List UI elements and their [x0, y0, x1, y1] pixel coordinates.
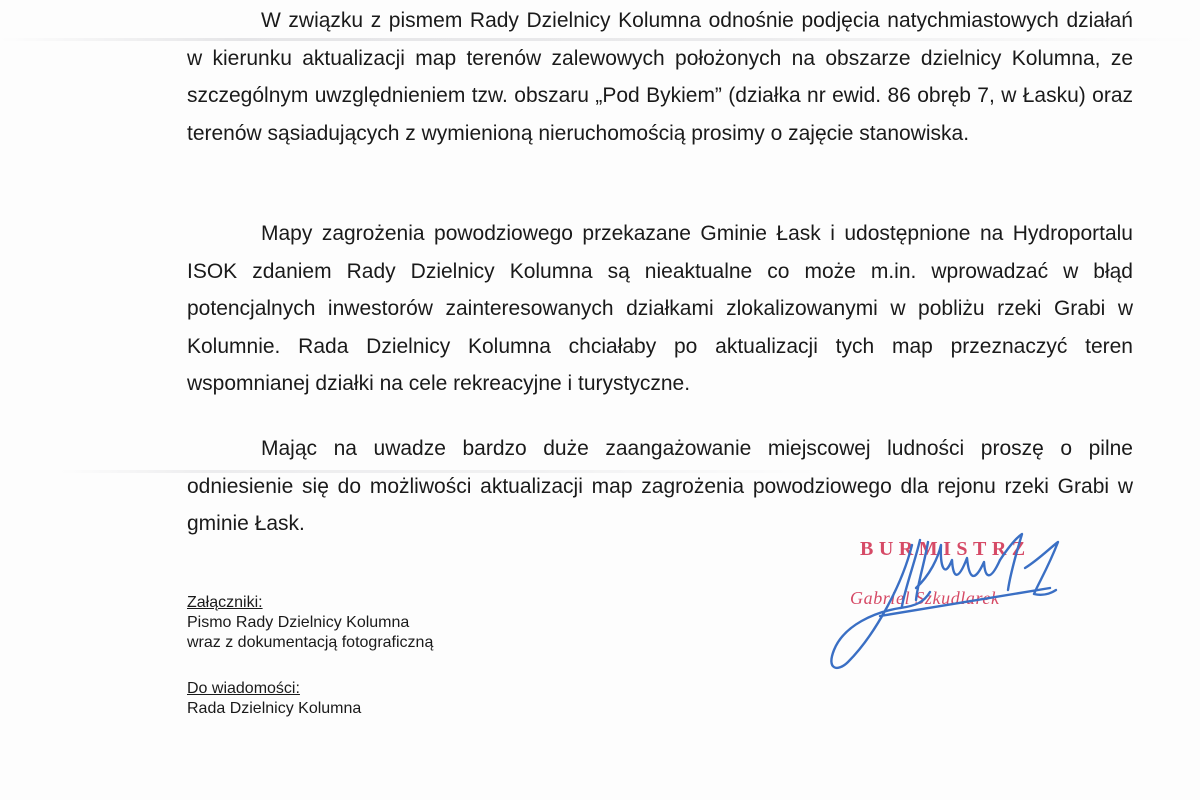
paragraph-2-text: Mapy zagrożenia powodziowego przekazane Gminie Łask i udostępnione na Hydroportalu ISOK zdaniem Rady Dzielnicy Kolumna są nieaktualne co może m.in. wprowadzać w błąd potencjalnych inwestorów zainteresowanych działkami zlokalizowanymi w pobliżu rzeki Grabi w Kolumnie. Rada Dzielnicy Kolumna chciałaby po aktualizacji tych map przeznaczyć teren wspomnianej działki na cele rekreacyjne i turystyczne. [187, 222, 1133, 396]
paragraph-1 [187, 2, 1133, 152]
paragraph-3-text: Mając na uwadze bardzo duże zaangażowanie miejscowej ludności proszę o pilne odniesienie się do możliwości aktualizacji map zagrożenia powodziowego dla rejonu rzeki Grabi w gminie Łask. [187, 437, 1133, 536]
attachments-line: wraz z dokumentacją fotograficzną [187, 634, 434, 651]
paragraph-1-text: W związku z pismem Rady Dzielnicy Kolumna odnośnie podjęcia natychmiastowych działań w kierunku aktualizacji map terenów zalewowych położonych na obszarze dzielnicy Kolumna, ze szczególnym uwzględnieniem tzw. obszaru „Pod Bykiem” (działka nr ewid. 86 obręb 7, w Łasku) oraz terenów sąsiadujących z wymienioną nieruchomością prosimy o zajęcie stanowiska. [187, 9, 1133, 145]
attachments-heading: Załączniki: [187, 594, 263, 611]
cc-section [187, 679, 361, 719]
signature-stamp [820, 520, 1070, 680]
cc-heading: Do wiadomości: [187, 680, 300, 697]
attachments-section [187, 593, 433, 653]
stamp-title: BURMISTRZ [860, 538, 1031, 560]
paragraph-2 [187, 215, 1133, 403]
stamp-name: Gabriel Szkudlarek [850, 588, 1000, 608]
cc-line: Rada Dzielnicy Kolumna [187, 700, 362, 717]
attachments-line: Pismo Rady Dzielnicy Kolumna [187, 614, 410, 631]
